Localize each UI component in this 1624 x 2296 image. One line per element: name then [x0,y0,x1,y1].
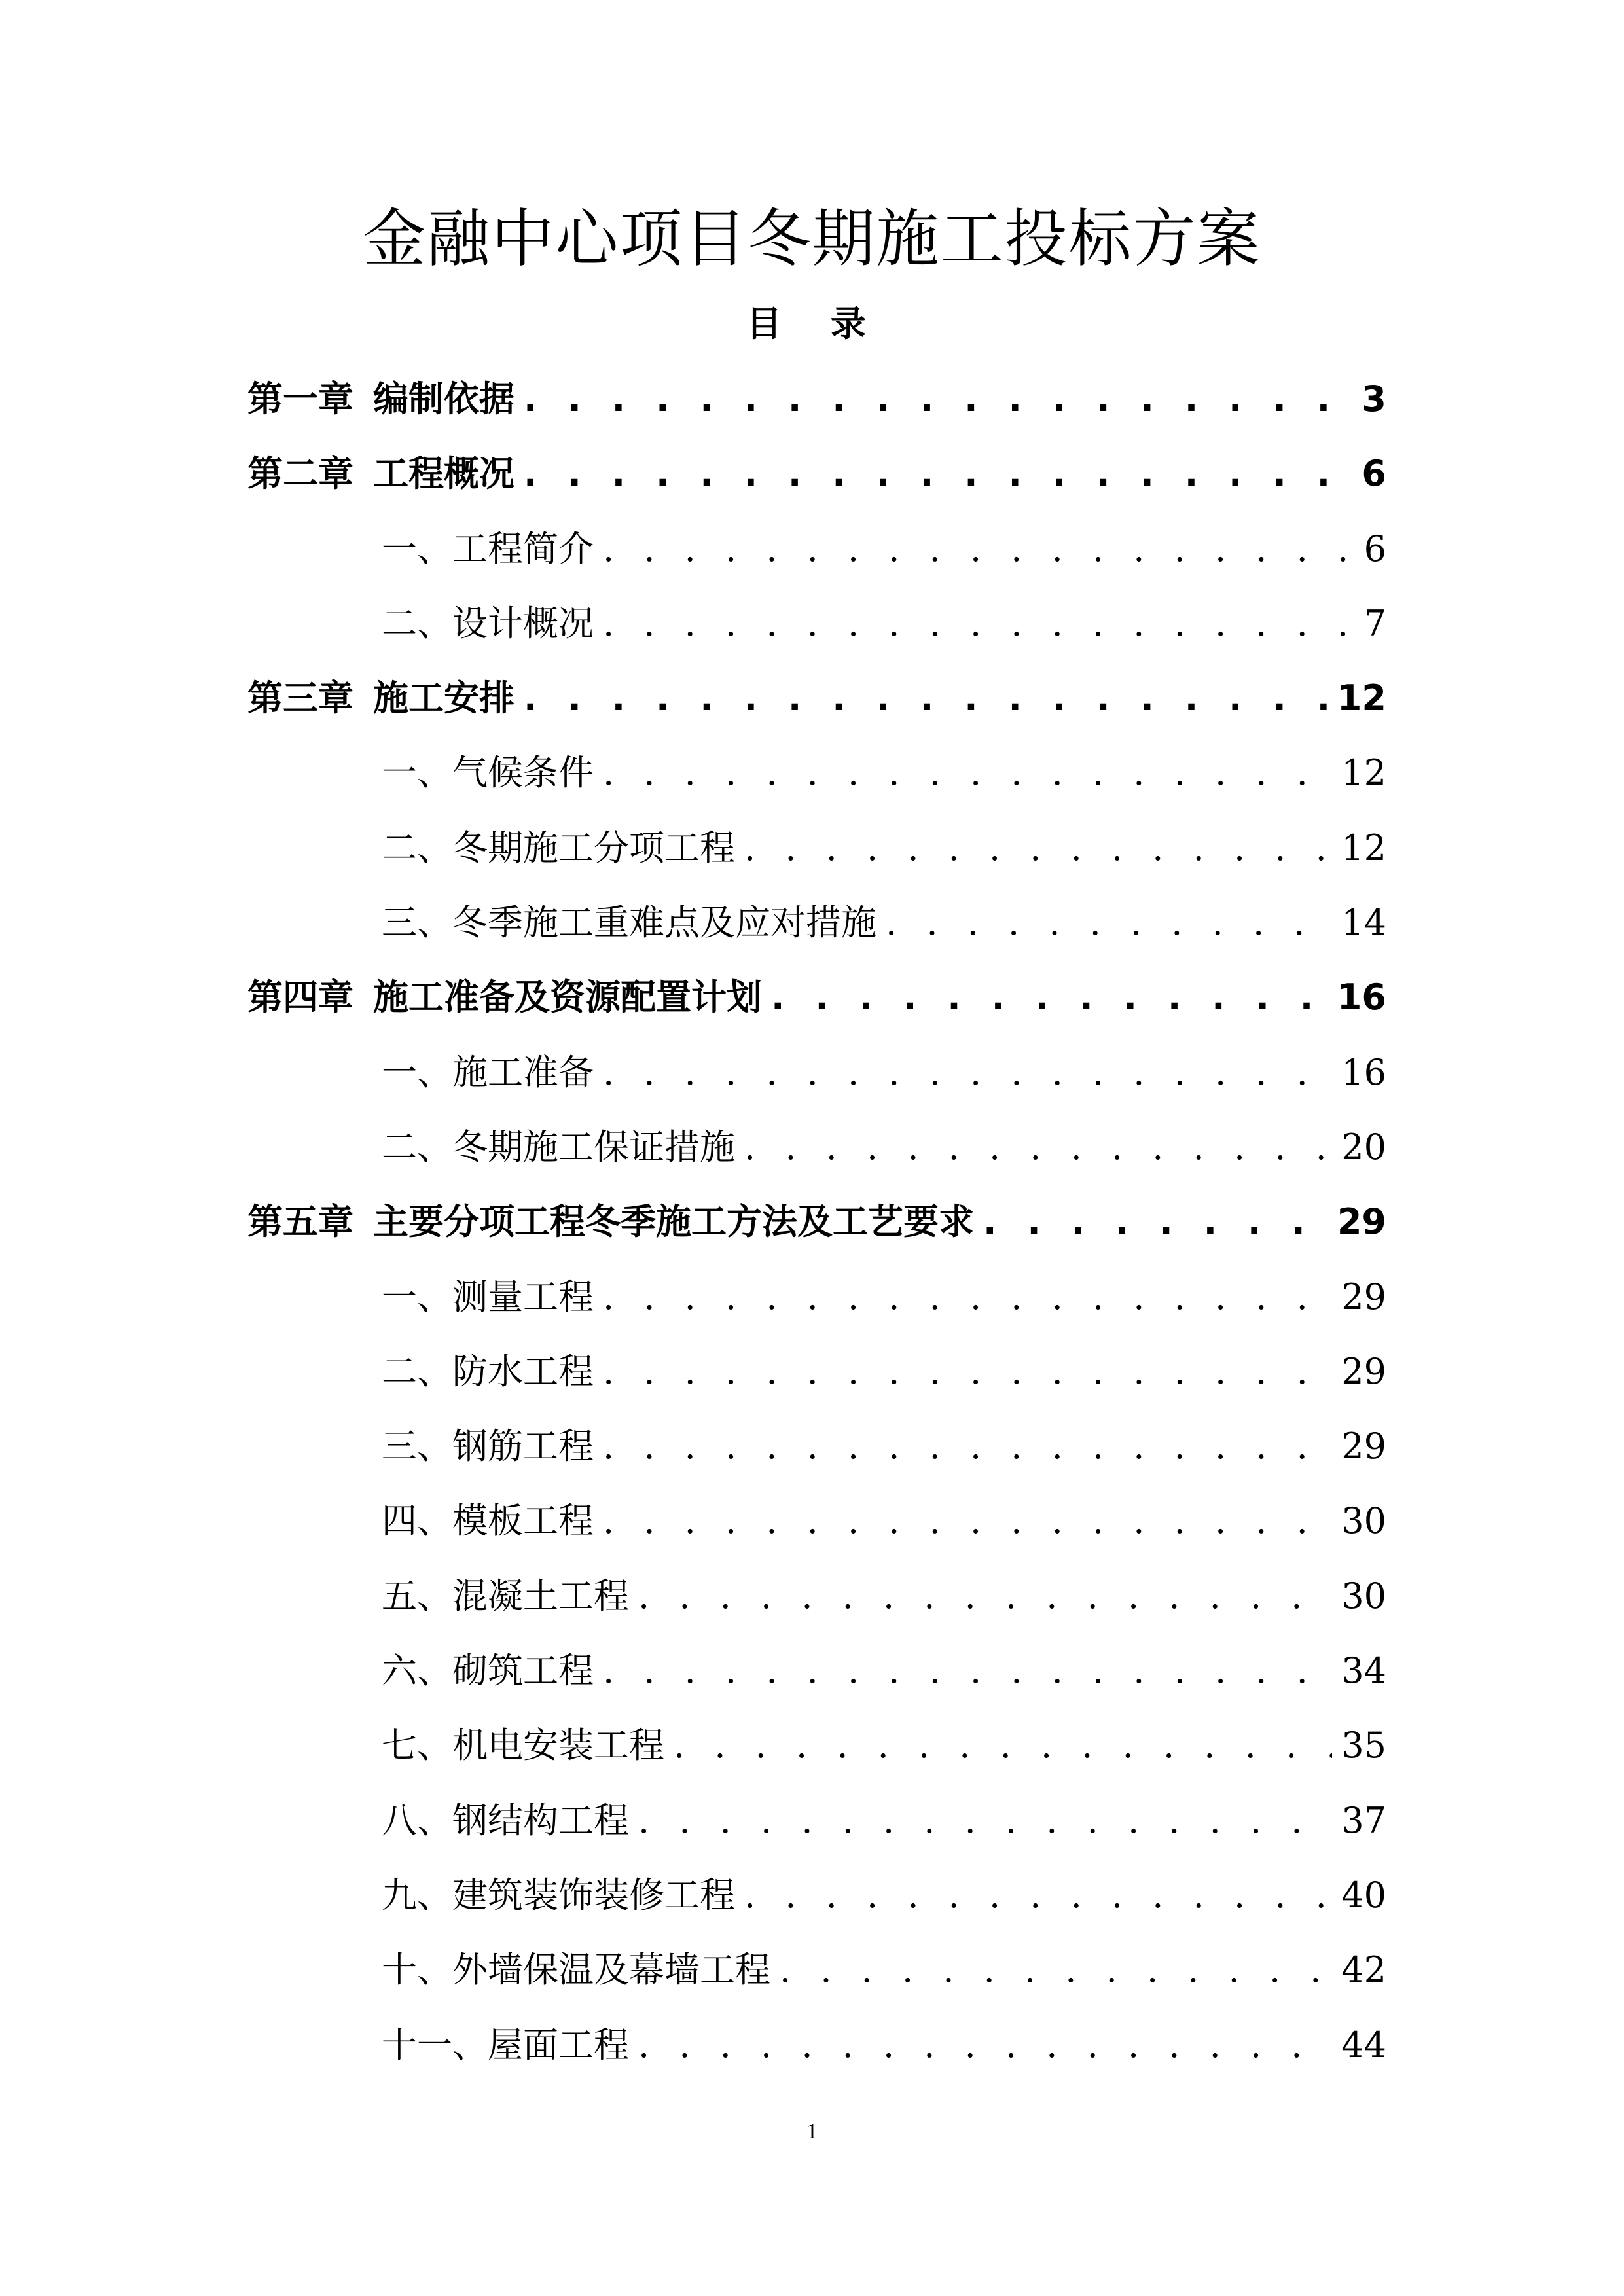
toc-entry-title: 一、施工准备 [382,1051,594,1093]
toc-dot-leader [744,1110,1332,1185]
toc-entry-title: 二、防水工程 [382,1350,594,1392]
toc-section-entry[interactable] [247,1559,1386,1634]
toc-page-ref: 37 [1341,1799,1386,1841]
toc-dot-leader [603,1484,1332,1558]
toc-entry-title: 十、外墙保温及幕墙工程 [382,1949,770,1991]
toc-section-entry[interactable] [247,1784,1386,1858]
toc-chapter-entry[interactable] [247,661,1386,736]
toc-page-ref: 12 [1341,827,1386,869]
toc-chapter-entry[interactable] [247,960,1386,1035]
toc-dot-leader [603,1409,1332,1484]
toc-section-entry[interactable] [247,1110,1386,1185]
toc-dot-leader [524,437,1352,511]
toc-dot-leader [603,586,1355,661]
toc-page-ref: 16 [1341,1051,1386,1093]
toc-page-ref: 29 [1341,1350,1386,1392]
toc-section-entry[interactable] [247,1035,1386,1110]
toc-page-ref: 34 [1341,1650,1386,1692]
toc-chapter-number: 第三章 [247,677,353,719]
toc-entry-title: 一、气候条件 [382,752,594,794]
toc-entry-title: 主要分项工程冬季施工方法及工艺要求 [373,1201,974,1243]
toc-entry-title: 九、建筑装饰装修工程 [382,1874,735,1916]
toc-dot-leader [603,1260,1332,1335]
table-of-contents [247,362,1386,2083]
toc-section-entry[interactable] [247,1858,1386,1933]
toc-section-entry[interactable] [247,586,1386,661]
toc-section-entry[interactable] [247,1708,1386,1783]
toc-page-ref: 14 [1341,902,1386,944]
toc-dot-leader [744,811,1332,886]
page-number: 1 [806,2119,818,2144]
toc-page-ref: 40 [1341,1874,1386,1916]
toc-section-entry[interactable] [247,1335,1386,1409]
toc-page-ref: 30 [1341,1500,1386,1542]
toc-entry-title: 编制依据 [373,378,514,420]
toc-dot-leader [524,661,1328,736]
toc-dot-leader [674,1708,1332,1783]
toc-chapter-number: 第四章 [247,977,353,1018]
document-title: 金融中心项目冬期施工投标方案 [363,202,1261,276]
toc-entry-title: 五、混凝土工程 [382,1575,629,1617]
toc-entry-title: 六、砌筑工程 [382,1650,594,1692]
toc-entry-title: 四、模板工程 [382,1500,594,1542]
toc-dot-leader [603,512,1355,586]
toc-page-ref: 42 [1341,1949,1386,1991]
toc-entry-title: 施工安排 [373,677,514,719]
toc-chapter-entry[interactable] [247,362,1386,437]
toc-entry-title: 一、测量工程 [382,1276,594,1318]
toc-entry-title: 十一、屋面工程 [382,2024,629,2066]
toc-section-entry[interactable] [247,736,1386,810]
toc-entry-title: 二、设计概况 [382,602,594,644]
toc-entry-title: 施工准备及资源配置计划 [373,977,762,1018]
toc-dot-leader [638,1559,1332,1634]
toc-entry-title: 三、冬季施工重难点及应对措施 [382,902,876,944]
toc-chapter-number: 第一章 [247,378,353,420]
toc-dot-leader [744,1858,1332,1933]
toc-page-ref: 12 [1337,677,1386,719]
toc-heading: 目 录 [746,303,878,344]
toc-page-ref: 6 [1362,453,1386,495]
toc-section-entry[interactable] [247,1634,1386,1708]
toc-dot-leader [886,886,1332,960]
toc-chapter-entry[interactable] [247,1185,1386,1259]
toc-page-ref: 3 [1362,378,1386,420]
toc-page-ref: 35 [1341,1725,1386,1767]
toc-section-entry[interactable] [247,1260,1386,1335]
toc-chapter-number: 第五章 [247,1201,353,1243]
toc-dot-leader [638,2008,1332,2083]
toc-chapter-number: 第二章 [247,453,353,495]
toc-entry-title: 三、钢筋工程 [382,1426,594,1467]
toc-section-entry[interactable] [247,1933,1386,2007]
toc-page-ref: 30 [1341,1575,1386,1617]
toc-page-ref: 6 [1363,528,1386,569]
toc-page-ref: 7 [1363,602,1386,644]
toc-section-entry[interactable] [247,1409,1386,1484]
toc-section-entry[interactable] [247,1484,1386,1558]
toc-page-ref: 44 [1341,2024,1386,2066]
toc-entry-title: 八、钢结构工程 [382,1799,629,1841]
toc-dot-leader [780,1933,1332,2007]
toc-dot-leader [983,1185,1328,1259]
toc-entry-title: 二、冬期施工保证措施 [382,1126,735,1168]
toc-dot-leader [603,1634,1332,1708]
toc-chapter-entry[interactable] [247,437,1386,511]
toc-section-entry[interactable] [247,2008,1386,2083]
toc-dot-leader [603,1035,1332,1110]
toc-entry-title: 二、冬期施工分项工程 [382,827,735,869]
toc-page-ref: 29 [1341,1276,1386,1318]
toc-entry-title: 工程概况 [373,453,514,495]
toc-page-ref: 12 [1341,752,1386,794]
toc-entry-title: 一、工程简介 [382,528,594,569]
toc-page-ref: 29 [1337,1201,1386,1243]
toc-section-entry[interactable] [247,512,1386,586]
toc-dot-leader [638,1784,1332,1858]
toc-page-ref: 20 [1341,1126,1386,1168]
toc-entry-title: 七、机电安装工程 [382,1725,664,1767]
toc-dot-leader [771,960,1328,1035]
toc-section-entry[interactable] [247,886,1386,960]
toc-dot-leader [603,736,1332,810]
toc-page-ref: 29 [1341,1426,1386,1467]
toc-page-ref: 16 [1337,977,1386,1018]
toc-dot-leader [603,1335,1332,1409]
toc-section-entry[interactable] [247,811,1386,886]
toc-dot-leader [524,362,1352,437]
